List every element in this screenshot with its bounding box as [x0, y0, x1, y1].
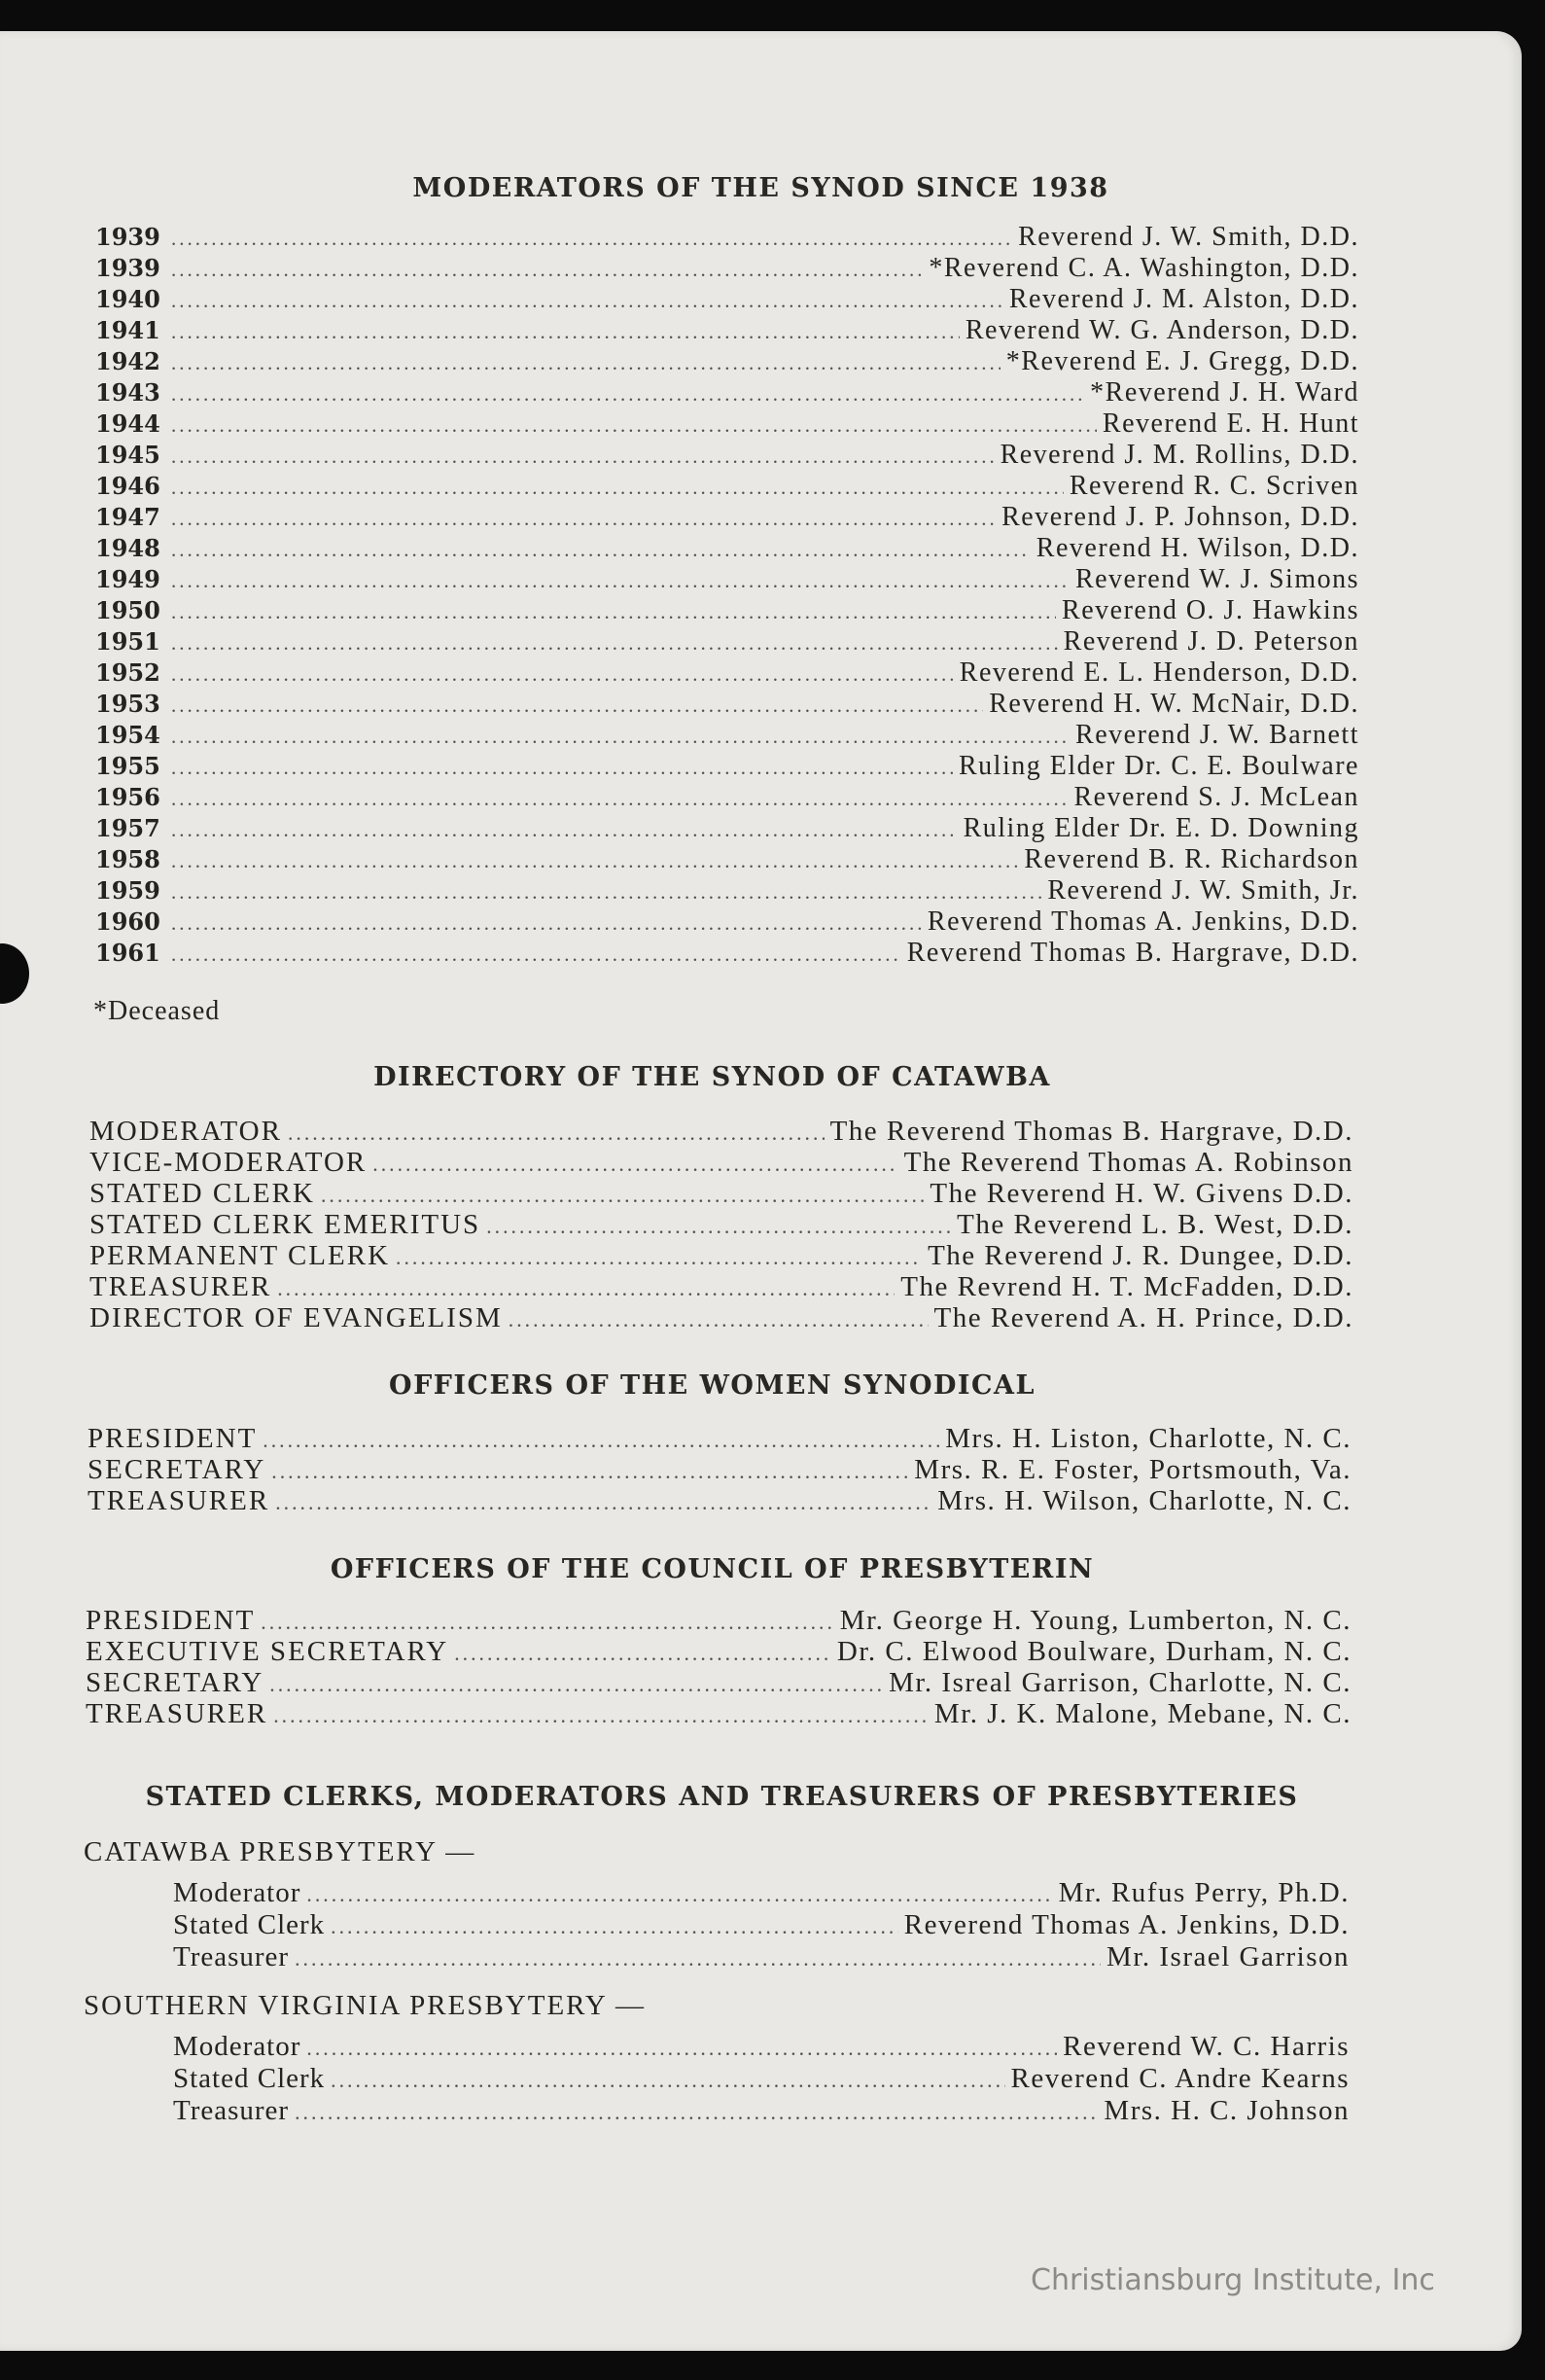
- dot-leader: [396, 1246, 922, 1270]
- council-officer-row-value: Mr. J. K. Malone, Mebane, N. C.: [933, 1698, 1352, 1729]
- moderator-row-label: 1940: [95, 285, 160, 313]
- moderator-row-value: Reverend W. J. Simons: [1074, 564, 1359, 594]
- moderator-row: [95, 222, 1359, 253]
- moderator-row-value: Reverend E. L. Henderson, D.D.: [959, 657, 1359, 688]
- moderator-row: [95, 377, 1359, 409]
- moderator-row: [95, 502, 1359, 533]
- directory-list: [89, 1116, 1353, 1333]
- moderator-row-label: 1939: [95, 254, 160, 282]
- moderator-row-label: 1946: [95, 472, 160, 500]
- moderator-row-value: Reverend W. G. Anderson, D.D.: [965, 315, 1359, 345]
- directory-row-label: TREASURER: [89, 1271, 272, 1302]
- moderator-row-value: Reverend S. J. McLean: [1073, 782, 1359, 812]
- dot-leader: [509, 1308, 929, 1332]
- moderator-row-value: Reverend J. M. Alston, D.D.: [1008, 284, 1359, 314]
- women-officer-row-value: Mrs. R. E. Foster, Portsmouth, Va.: [914, 1454, 1352, 1485]
- moderator-row-label: 1939: [95, 223, 160, 251]
- catawba-presbytery-list: [173, 1877, 1350, 1973]
- moderator-row-value: Reverend O. J. Hawkins: [1062, 595, 1359, 625]
- presbytery-officer-row-label: Treasurer: [173, 1941, 290, 1972]
- moderator-row-value: *Reverend E. J. Gregg, D.D.: [1005, 346, 1359, 376]
- moderator-row: [95, 782, 1359, 813]
- moderator-row-label: 1957: [95, 814, 160, 842]
- moderator-row: [95, 813, 1359, 844]
- southern-virginia-presbytery-title: SOUTHERN VIRGINIA PRESBYTERY —: [84, 1990, 647, 2021]
- dot-leader: [171, 258, 923, 282]
- dot-leader: [171, 911, 922, 936]
- moderators-heading: MODERATORS OF THE SYNOD SINCE 1938: [412, 173, 1109, 203]
- moderator-row-label: 1951: [95, 627, 160, 656]
- council-officer-row-label: SECRETARY: [86, 1667, 264, 1698]
- directory-row-value: The Reverend J. R. Dungee, D.D.: [928, 1240, 1353, 1271]
- dot-leader: [306, 1883, 1052, 1907]
- catawba-presbytery-title: CATAWBA PRESBYTERY —: [84, 1836, 476, 1867]
- council-officer-row-value: Dr. C. Elwood Boulware, Durham, N. C.: [836, 1636, 1352, 1667]
- dot-leader: [171, 507, 996, 531]
- presbytery-officer-row-label: Moderator: [173, 2031, 301, 2062]
- moderator-row-label: 1956: [95, 783, 160, 811]
- moderator-row: [95, 689, 1359, 720]
- moderator-row: [95, 844, 1359, 875]
- directory-row-value: The Reverend Thomas B. Hargrave, D.D.: [829, 1116, 1353, 1147]
- dot-leader: [171, 880, 1041, 905]
- directory-row-value: The Reverend Thomas A. Robinson: [903, 1147, 1353, 1178]
- dot-leader: [171, 413, 1097, 438]
- presbytery-officer-row-value: Mr. Rufus Perry, Ph.D.: [1058, 1877, 1350, 1908]
- women-synodical-heading: OFFICERS OF THE WOMEN SYNODICAL: [389, 1370, 1036, 1401]
- dot-leader: [454, 1642, 831, 1666]
- dot-leader: [263, 1429, 939, 1453]
- dot-leader: [171, 942, 901, 967]
- moderator-row: [95, 938, 1359, 969]
- moderator-row-value: Reverend Thomas A. Jenkins, D.D.: [927, 906, 1359, 937]
- directory-row-value: The Reverend L. B. West, D.D.: [957, 1209, 1353, 1240]
- council-officer-row-label: EXECUTIVE SECRETARY: [86, 1636, 449, 1667]
- presbytery-officer-row-label: Stated Clerk: [173, 1909, 326, 1940]
- moderator-row: [95, 595, 1359, 626]
- moderator-row-label: 1958: [95, 845, 160, 873]
- deceased-footnote: *Deceased: [93, 996, 221, 1026]
- council-officer-row-label: PRESIDENT: [86, 1605, 256, 1636]
- moderator-row-value: Reverend J. D. Peterson: [1063, 626, 1359, 657]
- council-officer-row: [86, 1698, 1352, 1729]
- dot-leader: [171, 382, 1084, 407]
- directory-row-label: MODERATOR: [89, 1116, 282, 1147]
- moderator-row-value: Ruling Elder Dr. E. D. Downing: [963, 813, 1359, 843]
- moderator-row-label: 1950: [95, 596, 160, 624]
- council-officer-row: [86, 1636, 1352, 1667]
- dot-leader: [171, 631, 1058, 656]
- moderator-row-label: 1955: [95, 752, 160, 780]
- dot-leader: [171, 289, 1003, 313]
- directory-row: [89, 1271, 1353, 1302]
- presbytery-officer-row: [173, 2095, 1350, 2127]
- moderator-row-value: *Reverend C. A. Washington, D.D.: [929, 253, 1359, 283]
- presbytery-officer-row-label: Treasurer: [173, 2095, 290, 2126]
- dot-leader: [261, 1611, 833, 1635]
- moderator-row-label: 1945: [95, 441, 160, 469]
- moderator-row-value: Reverend J. P. Johnson, D.D.: [1001, 502, 1359, 532]
- dot-leader: [171, 849, 1018, 873]
- women-synodical-list: [88, 1423, 1352, 1516]
- dot-leader: [269, 1673, 883, 1697]
- dot-leader: [273, 1704, 929, 1728]
- moderator-row-value: Reverend B. R. Richardson: [1024, 844, 1359, 874]
- moderator-row-value: Reverend Thomas B. Hargrave, D.D.: [906, 938, 1359, 968]
- moderator-row: [95, 471, 1359, 502]
- presbytery-officer-row-value: Mrs. H. C. Johnson: [1104, 2095, 1350, 2126]
- moderator-row-label: 1949: [95, 565, 160, 593]
- moderator-row: [95, 315, 1359, 346]
- moderator-row-label: 1942: [95, 347, 160, 375]
- dot-leader: [288, 1121, 825, 1146]
- moderator-row: [95, 657, 1359, 689]
- dot-leader: [171, 538, 1031, 562]
- directory-row-label: STATED CLERK EMERITUS: [89, 1209, 481, 1240]
- moderator-row-label: 1959: [95, 876, 160, 905]
- women-officer-row-label: TREASURER: [88, 1485, 270, 1516]
- women-officer-row-value: Mrs. H. Liston, Charlotte, N. C.: [945, 1423, 1352, 1454]
- moderator-row-value: Reverend H. Wilson, D.D.: [1036, 533, 1359, 563]
- council-officer-row: [86, 1605, 1352, 1636]
- directory-row: [89, 1209, 1353, 1240]
- directory-row-label: VICE-MODERATOR: [89, 1147, 368, 1178]
- council-officer-row-label: TREASURER: [86, 1698, 268, 1729]
- dot-leader: [295, 2101, 1098, 2125]
- moderator-row-label: 1948: [95, 534, 160, 562]
- dot-leader: [171, 787, 1068, 811]
- directory-heading: DIRECTORY OF THE SYNOD OF CATAWBA: [373, 1062, 1051, 1092]
- directory-row-value: The Reverend H. W. Givens D.D.: [930, 1178, 1353, 1209]
- moderator-row-value: *Reverend J. H. Ward: [1090, 377, 1359, 408]
- moderator-row-value: Ruling Elder Dr. C. E. Boulware: [958, 751, 1359, 781]
- dot-leader: [171, 476, 1064, 500]
- dot-leader: [171, 227, 1012, 251]
- presbytery-officer-row: [173, 2063, 1350, 2095]
- presbytery-officer-row-value: Reverend C. Andre Kearns: [1010, 2063, 1350, 2094]
- moderator-row-label: 1960: [95, 907, 160, 936]
- presbytery-officer-row: [173, 1941, 1350, 1973]
- directory-row-label: PERMANENT CLERK: [89, 1240, 391, 1271]
- directory-row-label: STATED CLERK: [89, 1178, 315, 1209]
- dot-leader: [275, 1491, 931, 1515]
- watermark-text: Christiansburg Institute, Inc: [1031, 2263, 1435, 2297]
- directory-row-label: DIRECTOR OF EVANGELISM: [89, 1302, 503, 1333]
- moderator-row: [95, 440, 1359, 471]
- directory-row: [89, 1116, 1353, 1147]
- council-officer-row-value: Mr. George H. Young, Lumberton, N. C.: [839, 1605, 1352, 1636]
- moderator-row-value: Reverend H. W. McNair, D.D.: [989, 689, 1359, 719]
- moderator-row: [95, 875, 1359, 906]
- dot-leader: [171, 444, 995, 469]
- dot-leader: [331, 1915, 898, 1939]
- moderator-row: [95, 751, 1359, 782]
- women-officer-row-label: SECRETARY: [88, 1454, 266, 1485]
- moderator-row-label: 1952: [95, 658, 160, 687]
- moderator-row-label: 1947: [95, 503, 160, 531]
- dot-leader: [321, 1184, 924, 1208]
- council-heading: OFFICERS OF THE COUNCIL OF PRESBYTERIN: [330, 1554, 1095, 1584]
- presbytery-officer-row-value: Reverend Thomas A. Jenkins, D.D.: [903, 1909, 1350, 1940]
- presbytery-officer-row: [173, 1877, 1350, 1909]
- moderator-row-label: 1941: [95, 316, 160, 344]
- presbytery-officer-row-label: Moderator: [173, 1877, 301, 1908]
- dot-leader: [171, 569, 1070, 593]
- moderators-list: [95, 222, 1359, 969]
- directory-row: [89, 1147, 1353, 1178]
- southern-virginia-presbytery-list: [173, 2031, 1350, 2127]
- moderator-row-label: 1943: [95, 378, 160, 407]
- punch-hole: [0, 943, 29, 1004]
- moderator-row-label: 1961: [95, 939, 160, 967]
- dot-leader: [171, 600, 1056, 624]
- dot-leader: [171, 818, 958, 842]
- moderator-row-value: Reverend J. W. Smith, D.D.: [1018, 222, 1359, 252]
- directory-row-value: The Revrend H. T. McFadden, D.D.: [900, 1271, 1353, 1302]
- moderator-row: [95, 409, 1359, 440]
- moderator-row: [95, 284, 1359, 315]
- dot-leader: [171, 756, 953, 780]
- presbyteries-heading: STATED CLERKS, MODERATORS AND TREASURERS OF PRESBYTERIES: [145, 1782, 1299, 1812]
- dot-leader: [171, 725, 1070, 749]
- directory-row: [89, 1178, 1353, 1209]
- dot-leader: [306, 2037, 1057, 2061]
- council-list: [86, 1605, 1352, 1729]
- moderator-row: [95, 720, 1359, 751]
- council-officer-row-value: Mr. Isreal Garrison, Charlotte, N. C.: [889, 1667, 1352, 1698]
- moderator-row-label: 1953: [95, 690, 160, 718]
- moderator-row: [95, 346, 1359, 377]
- dot-leader: [171, 320, 960, 344]
- moderator-row-value: Reverend J. W. Smith, Jr.: [1047, 875, 1359, 906]
- presbytery-officer-row: [173, 2031, 1350, 2063]
- dot-leader: [277, 1277, 895, 1301]
- moderator-row-label: 1954: [95, 721, 160, 749]
- women-officer-row-label: PRESIDENT: [88, 1423, 258, 1454]
- moderator-row-value: Reverend J. M. Rollins, D.D.: [1000, 440, 1359, 470]
- dot-leader: [171, 693, 983, 718]
- document-page: [0, 31, 1522, 2351]
- presbytery-officer-row-value: Reverend W. C. Harris: [1063, 2031, 1350, 2062]
- moderator-row: [95, 564, 1359, 595]
- moderator-row: [95, 253, 1359, 284]
- dot-leader: [372, 1153, 897, 1177]
- women-officer-row-value: Mrs. H. Wilson, Charlotte, N. C.: [937, 1485, 1352, 1516]
- women-officer-row: [88, 1423, 1352, 1454]
- dot-leader: [171, 662, 954, 687]
- directory-row-value: The Reverend A. H. Prince, D.D.: [933, 1302, 1353, 1333]
- moderator-row-label: 1944: [95, 409, 160, 438]
- presbytery-officer-row: [173, 1909, 1350, 1941]
- moderator-row: [95, 533, 1359, 564]
- dot-leader: [295, 1947, 1101, 1971]
- presbytery-officer-row-label: Stated Clerk: [173, 2063, 326, 2094]
- dot-leader: [331, 2069, 1004, 2093]
- directory-row: [89, 1302, 1353, 1333]
- women-officer-row: [88, 1485, 1352, 1516]
- dot-leader: [486, 1215, 951, 1239]
- council-officer-row: [86, 1667, 1352, 1698]
- presbytery-officer-row-value: Mr. Israel Garrison: [1106, 1941, 1350, 1972]
- moderator-row-value: Reverend J. W. Barnett: [1075, 720, 1359, 750]
- moderator-row: [95, 906, 1359, 938]
- women-officer-row: [88, 1454, 1352, 1485]
- moderator-row-value: Reverend E. H. Hunt: [1102, 409, 1359, 439]
- moderator-row: [95, 626, 1359, 657]
- directory-row: [89, 1240, 1353, 1271]
- dot-leader: [171, 351, 1001, 375]
- moderator-row-value: Reverend R. C. Scriven: [1069, 471, 1359, 501]
- dot-leader: [271, 1460, 908, 1484]
